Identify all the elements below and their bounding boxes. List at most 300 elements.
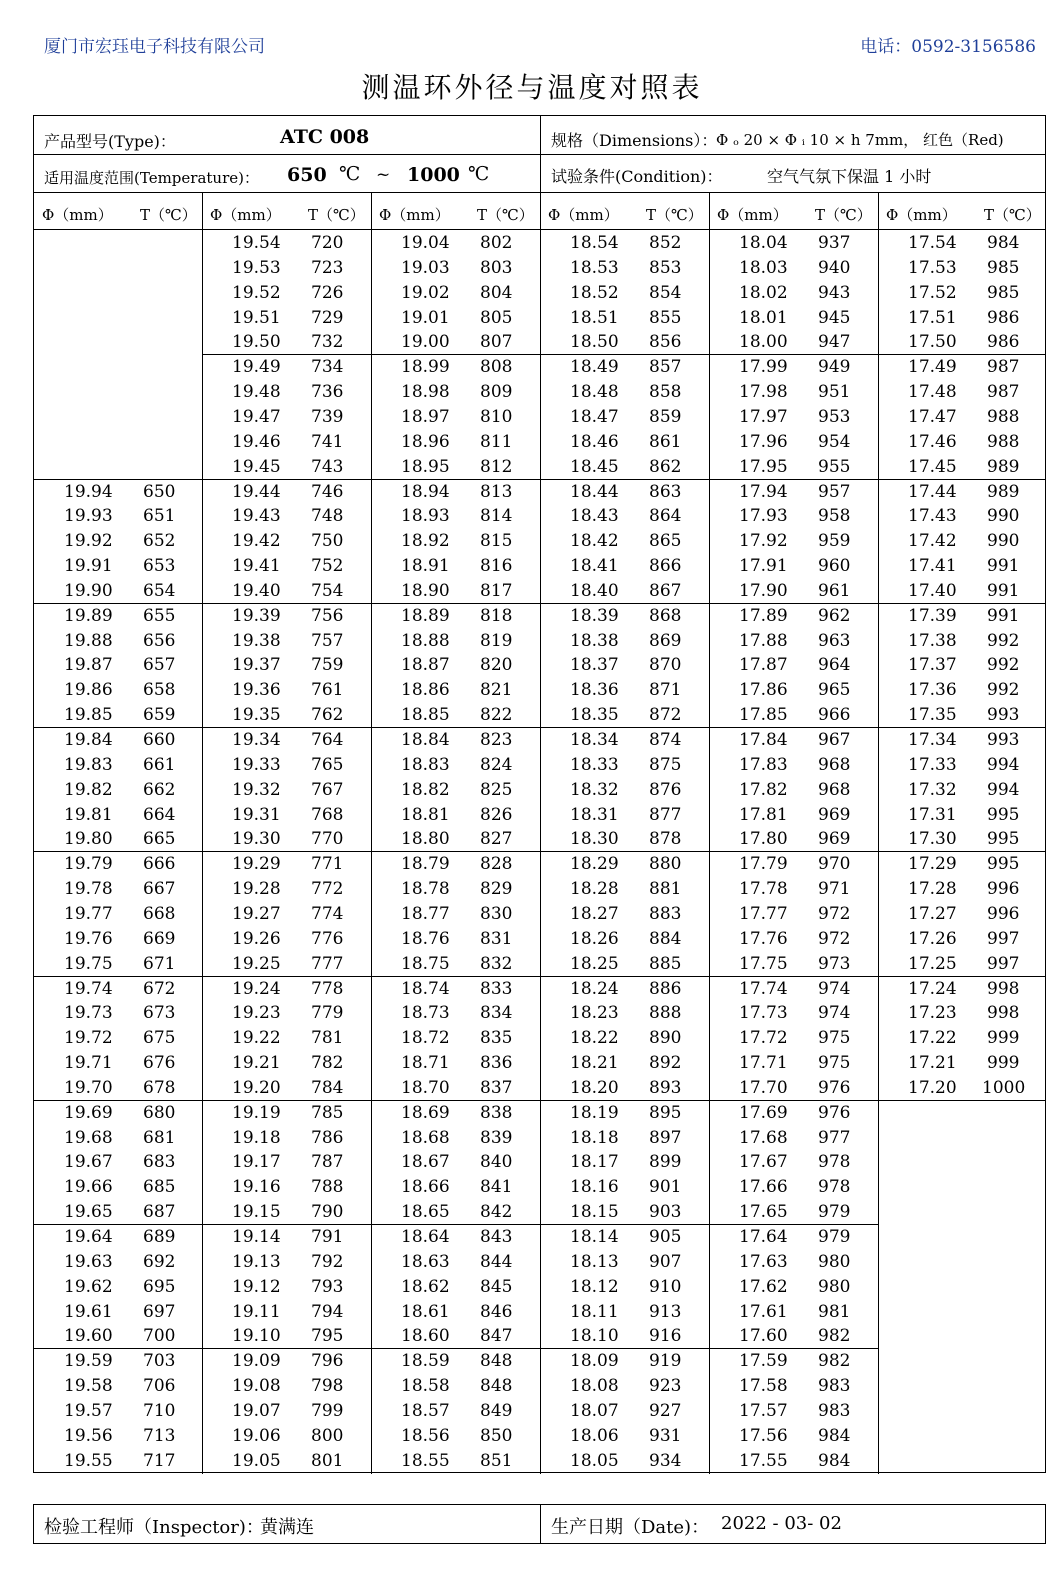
cell-diameter: 19.25 (232, 953, 281, 974)
cell-diameter: 17.30 (908, 829, 957, 850)
cell-diameter: 19.23 (232, 1003, 281, 1024)
cell-temperature: 819 (480, 630, 513, 651)
cell-temperature: 867 (649, 580, 682, 601)
cell-diameter: 17.71 (739, 1053, 788, 1074)
group-separator (540, 851, 709, 852)
cell-diameter: 18.58 (401, 1376, 450, 1397)
group-separator (202, 479, 371, 480)
cell-temperature: 995 (987, 829, 1020, 850)
cell-diameter: 17.51 (908, 307, 957, 328)
cell-temperature: 781 (311, 1028, 344, 1049)
cell-diameter: 17.20 (908, 1077, 957, 1098)
cell-diameter: 17.44 (908, 481, 957, 502)
cell-temperature: 966 (818, 705, 851, 726)
cell-diameter: 18.26 (570, 928, 619, 949)
cell-diameter: 17.77 (739, 903, 788, 924)
cell-diameter: 17.90 (739, 580, 788, 601)
cell-temperature: 664 (143, 804, 176, 825)
cell-temperature: 992 (987, 630, 1020, 651)
group-separator (709, 851, 878, 852)
group-separator (709, 354, 878, 355)
cell-temperature: 905 (649, 1227, 682, 1247)
cell-temperature: 986 (987, 332, 1020, 353)
cell-diameter: 17.33 (908, 754, 957, 775)
cell-temperature: 903 (649, 1202, 682, 1223)
cell-diameter: 17.88 (739, 630, 788, 651)
cell-diameter: 17.75 (739, 953, 788, 974)
cell-diameter: 17.89 (739, 605, 788, 626)
cell-diameter: 18.67 (401, 1152, 450, 1173)
cell-temperature: 901 (649, 1177, 682, 1198)
cell-diameter: 18.61 (401, 1301, 450, 1322)
cell-temperature: 976 (818, 1077, 851, 1098)
cell-temperature: 978 (818, 1152, 851, 1173)
cell-temperature: 923 (649, 1376, 682, 1397)
cell-diameter: 18.33 (570, 754, 619, 775)
cell-diameter: 19.57 (64, 1400, 113, 1421)
cell-temperature: 814 (480, 506, 513, 527)
cell-diameter: 19.08 (232, 1376, 281, 1397)
group-separator (371, 603, 540, 604)
cell-diameter: 18.32 (570, 779, 619, 800)
cell-temperature: 895 (649, 1102, 682, 1123)
group-separator (709, 479, 878, 480)
group-separator (34, 1348, 202, 1349)
cell-diameter: 17.25 (908, 953, 957, 974)
cell-diameter: 19.24 (232, 978, 281, 999)
cell-temperature: 849 (480, 1400, 513, 1421)
cell-temperature: 685 (143, 1177, 176, 1198)
cell-diameter: 17.37 (908, 655, 957, 676)
cell-temperature: 774 (311, 903, 344, 924)
cell-temperature: 812 (480, 456, 513, 477)
cell-temperature: 856 (649, 332, 682, 353)
cell-temperature: 788 (311, 1177, 344, 1198)
cell-diameter: 17.40 (908, 580, 957, 601)
group-separator (34, 727, 202, 728)
cell-diameter: 18.19 (570, 1102, 619, 1123)
cell-temperature: 743 (311, 456, 344, 477)
cell-diameter: 17.49 (908, 357, 957, 378)
cell-diameter: 19.68 (64, 1127, 113, 1148)
cell-diameter: 19.05 (232, 1450, 281, 1471)
cell-temperature: 972 (818, 928, 851, 949)
cell-diameter: 19.27 (232, 903, 281, 924)
group-separator (878, 976, 1046, 977)
cell-temperature: 802 (480, 233, 513, 253)
cell-diameter: 19.37 (232, 655, 281, 676)
cell-diameter: 19.19 (232, 1102, 281, 1123)
cell-temperature: 790 (311, 1202, 344, 1223)
cell-diameter: 18.45 (570, 456, 619, 477)
group-separator (540, 1348, 709, 1349)
cell-diameter: 19.71 (64, 1053, 113, 1074)
cell-diameter: 19.52 (232, 282, 281, 303)
cell-temperature: 653 (143, 556, 176, 577)
cell-temperature: 890 (649, 1028, 682, 1049)
cell-diameter: 18.60 (401, 1326, 450, 1347)
group-separator (878, 479, 1046, 480)
cell-temperature: 866 (649, 556, 682, 577)
cell-diameter: 19.51 (232, 307, 281, 328)
cell-diameter: 19.46 (232, 431, 281, 452)
group-separator (34, 851, 202, 852)
cell-temperature: 726 (311, 282, 344, 303)
cell-temperature: 836 (480, 1053, 513, 1074)
group-separator (202, 727, 371, 728)
header-temperature: T（℃） (646, 206, 703, 224)
cell-diameter: 19.29 (232, 854, 281, 875)
cell-diameter: 17.52 (908, 282, 957, 303)
cell-diameter: 18.04 (739, 233, 788, 253)
cell-temperature: 816 (480, 556, 513, 577)
cell-temperature: 820 (480, 655, 513, 676)
cell-diameter: 18.49 (570, 357, 619, 378)
cell-temperature: 689 (143, 1227, 176, 1247)
cell-diameter: 17.84 (739, 730, 788, 750)
cell-diameter: 18.47 (570, 406, 619, 427)
cell-diameter: 18.74 (401, 978, 450, 999)
cell-temperature: 672 (143, 978, 176, 999)
cell-diameter: 19.76 (64, 928, 113, 949)
cell-temperature: 861 (649, 431, 682, 452)
cell-diameter: 17.96 (739, 431, 788, 452)
cell-diameter: 17.85 (739, 705, 788, 726)
cell-diameter: 19.34 (232, 730, 281, 750)
cell-temperature: 859 (649, 406, 682, 427)
cell-temperature: 828 (480, 854, 513, 875)
group-separator (202, 1100, 371, 1101)
cell-diameter: 19.38 (232, 630, 281, 651)
cell-diameter: 19.09 (232, 1351, 281, 1372)
cell-temperature: 746 (311, 481, 344, 502)
cell-temperature: 858 (649, 382, 682, 403)
cell-temperature: 871 (649, 680, 682, 701)
cell-temperature: 762 (311, 705, 344, 726)
cell-diameter: 19.93 (64, 506, 113, 527)
phone-number: 电话：0592-3156586 (860, 37, 1036, 57)
cell-diameter: 18.07 (570, 1400, 619, 1421)
cell-temperature: 796 (311, 1351, 344, 1372)
cell-diameter: 18.01 (739, 307, 788, 328)
cell-diameter: 17.23 (908, 1003, 957, 1024)
cell-diameter: 18.20 (570, 1077, 619, 1098)
group-separator (540, 1100, 709, 1101)
cell-temperature: 776 (311, 928, 344, 949)
cell-diameter: 18.30 (570, 829, 619, 850)
cell-temperature: 875 (649, 754, 682, 775)
cell-temperature: 713 (143, 1425, 176, 1446)
cell-temperature: 813 (480, 481, 513, 502)
cell-diameter: 18.41 (570, 556, 619, 577)
cell-temperature: 984 (818, 1450, 851, 1471)
cell-temperature: 974 (818, 978, 851, 999)
cell-diameter: 19.92 (64, 531, 113, 552)
cell-temperature: 830 (480, 903, 513, 924)
cell-temperature: 998 (987, 978, 1020, 999)
cell-diameter: 19.42 (232, 531, 281, 552)
cell-temperature: 996 (987, 903, 1020, 924)
temperature-unit-max: ℃ (468, 163, 490, 185)
cell-temperature: 951 (818, 382, 851, 403)
cell-diameter: 19.73 (64, 1003, 113, 1024)
cell-diameter: 17.92 (739, 531, 788, 552)
cell-diameter: 17.69 (739, 1102, 788, 1123)
cell-diameter: 19.36 (232, 680, 281, 701)
cell-diameter: 19.88 (64, 630, 113, 651)
cell-diameter: 19.18 (232, 1127, 281, 1148)
cell-diameter: 19.16 (232, 1177, 281, 1198)
cell-diameter: 17.39 (908, 605, 957, 626)
cell-diameter: 19.49 (232, 357, 281, 378)
cell-temperature: 778 (311, 978, 344, 999)
cell-temperature: 825 (480, 779, 513, 800)
group-separator (540, 479, 709, 480)
cell-diameter: 18.66 (401, 1177, 450, 1198)
cell-diameter: 19.65 (64, 1202, 113, 1223)
cell-temperature: 656 (143, 630, 176, 651)
cell-temperature: 969 (818, 804, 851, 825)
header-phi: Φ（mm） (886, 206, 957, 224)
cell-temperature: 824 (480, 754, 513, 775)
cell-diameter: 18.44 (570, 481, 619, 502)
cell-diameter: 19.94 (64, 481, 113, 502)
cell-diameter: 18.11 (570, 1301, 619, 1322)
cell-diameter: 18.85 (401, 705, 450, 726)
cell-diameter: 19.80 (64, 829, 113, 850)
column-divider (371, 193, 372, 1474)
cell-diameter: 17.76 (739, 928, 788, 949)
cell-diameter: 19.45 (232, 456, 281, 477)
cell-diameter: 19.35 (232, 705, 281, 726)
cell-temperature: 974 (818, 1003, 851, 1024)
cell-temperature: 786 (311, 1127, 344, 1148)
cell-diameter: 17.61 (739, 1301, 788, 1322)
cell-temperature: 916 (649, 1326, 682, 1347)
cell-diameter: 18.54 (570, 233, 619, 253)
cell-diameter: 19.13 (232, 1251, 281, 1272)
cell-temperature: 919 (649, 1351, 682, 1372)
cell-temperature: 732 (311, 332, 344, 353)
group-separator (34, 1224, 202, 1225)
cell-temperature: 717 (143, 1450, 176, 1471)
cell-diameter: 19.82 (64, 779, 113, 800)
cell-diameter: 18.12 (570, 1276, 619, 1297)
cell-temperature: 960 (818, 556, 851, 577)
cell-temperature: 660 (143, 730, 176, 750)
header-temperature: T（℃） (815, 206, 872, 224)
cell-temperature: 801 (311, 1450, 344, 1471)
cell-diameter: 17.72 (739, 1028, 788, 1049)
column-divider (878, 193, 879, 1474)
cell-diameter: 18.53 (570, 257, 619, 278)
cell-diameter: 17.48 (908, 382, 957, 403)
cell-diameter: 18.13 (570, 1251, 619, 1272)
cell-temperature: 964 (818, 655, 851, 676)
inspector-name: 黄满连 (260, 1517, 314, 1538)
cell-temperature: 785 (311, 1102, 344, 1123)
cell-temperature: 988 (987, 406, 1020, 427)
cell-diameter: 17.57 (739, 1400, 788, 1421)
cell-diameter: 17.83 (739, 754, 788, 775)
cell-temperature: 831 (480, 928, 513, 949)
cell-diameter: 17.27 (908, 903, 957, 924)
cell-diameter: 18.18 (570, 1127, 619, 1148)
info-divider (540, 116, 541, 193)
cell-temperature: 954 (818, 431, 851, 452)
cell-diameter: 18.56 (401, 1425, 450, 1446)
cell-diameter: 17.95 (739, 456, 788, 477)
cell-temperature: 1000 (982, 1077, 1026, 1098)
cell-diameter: 18.24 (570, 978, 619, 999)
dimensions-label: 规格（Dimensions）： (551, 131, 718, 150)
cell-diameter: 19.41 (232, 556, 281, 577)
cell-diameter: 19.31 (232, 804, 281, 825)
cell-temperature: 949 (818, 357, 851, 378)
cell-diameter: 19.43 (232, 506, 281, 527)
cell-diameter: 18.83 (401, 754, 450, 775)
cell-diameter: 18.68 (401, 1127, 450, 1148)
cell-diameter: 18.15 (570, 1202, 619, 1223)
cell-temperature: 734 (311, 357, 344, 378)
group-separator (371, 354, 540, 355)
cell-temperature: 965 (818, 680, 851, 701)
cell-temperature: 765 (311, 754, 344, 775)
group-separator (371, 1224, 540, 1225)
cell-temperature: 678 (143, 1077, 176, 1098)
cell-diameter: 18.62 (401, 1276, 450, 1297)
cell-temperature: 784 (311, 1077, 344, 1098)
cell-diameter: 18.05 (570, 1450, 619, 1471)
header-phi: Φ（mm） (379, 206, 450, 224)
cell-temperature: 934 (649, 1450, 682, 1471)
cell-diameter: 17.43 (908, 506, 957, 527)
cell-diameter: 17.70 (739, 1077, 788, 1098)
cell-temperature: 980 (818, 1251, 851, 1272)
cell-diameter: 17.55 (739, 1450, 788, 1471)
cell-temperature: 667 (143, 879, 176, 900)
cell-temperature: 795 (311, 1326, 344, 1347)
cell-temperature: 927 (649, 1400, 682, 1421)
cell-diameter: 17.99 (739, 357, 788, 378)
cell-temperature: 980 (818, 1276, 851, 1297)
cell-temperature: 967 (818, 730, 851, 750)
cell-diameter: 19.17 (232, 1152, 281, 1173)
cell-temperature: 671 (143, 953, 176, 974)
cell-temperature: 990 (987, 531, 1020, 552)
group-separator (34, 479, 202, 480)
cell-temperature: 869 (649, 630, 682, 651)
cell-diameter: 17.59 (739, 1351, 788, 1372)
cell-diameter: 17.56 (739, 1425, 788, 1446)
cell-diameter: 19.59 (64, 1351, 113, 1372)
cell-temperature: 779 (311, 1003, 344, 1024)
group-separator (540, 976, 709, 977)
header-phi: Φ（mm） (548, 206, 619, 224)
cell-temperature: 834 (480, 1003, 513, 1024)
cell-diameter: 17.62 (739, 1276, 788, 1297)
cell-diameter: 17.79 (739, 854, 788, 875)
cell-diameter: 19.44 (232, 481, 281, 502)
cell-diameter: 17.38 (908, 630, 957, 651)
cell-temperature: 885 (649, 953, 682, 974)
cell-diameter: 19.40 (232, 580, 281, 601)
cell-diameter: 18.95 (401, 456, 450, 477)
group-separator (34, 603, 202, 604)
cell-diameter: 19.61 (64, 1301, 113, 1322)
cell-diameter: 19.67 (64, 1152, 113, 1173)
cell-temperature: 805 (480, 307, 513, 328)
cell-diameter: 19.60 (64, 1326, 113, 1347)
cell-temperature: 822 (480, 705, 513, 726)
date-label: 生产日期（Date)： (551, 1517, 710, 1538)
cell-diameter: 17.34 (908, 730, 957, 750)
cell-diameter: 19.26 (232, 928, 281, 949)
cell-temperature: 877 (649, 804, 682, 825)
cell-temperature: 729 (311, 307, 344, 328)
cell-temperature: 913 (649, 1301, 682, 1322)
cell-diameter: 18.65 (401, 1202, 450, 1223)
cell-temperature: 863 (649, 481, 682, 502)
cell-diameter: 18.75 (401, 953, 450, 974)
cell-diameter: 17.63 (739, 1251, 788, 1272)
cell-temperature: 907 (649, 1251, 682, 1272)
cell-diameter: 19.03 (401, 257, 450, 278)
cell-temperature: 681 (143, 1127, 176, 1148)
cell-temperature: 695 (143, 1276, 176, 1297)
cell-diameter: 19.91 (64, 556, 113, 577)
cell-diameter: 18.87 (401, 655, 450, 676)
cell-temperature: 977 (818, 1127, 851, 1148)
cell-diameter: 18.00 (739, 332, 788, 353)
cell-diameter: 18.71 (401, 1053, 450, 1074)
cell-diameter: 18.55 (401, 1450, 450, 1471)
cell-diameter: 17.94 (739, 481, 788, 502)
cell-diameter: 18.82 (401, 779, 450, 800)
cell-temperature: 764 (311, 730, 344, 750)
cell-temperature: 668 (143, 903, 176, 924)
cell-diameter: 19.63 (64, 1251, 113, 1272)
cell-diameter: 18.28 (570, 879, 619, 900)
group-separator (371, 1348, 540, 1349)
cell-temperature: 841 (480, 1177, 513, 1198)
cell-diameter: 19.83 (64, 754, 113, 775)
cell-temperature: 808 (480, 357, 513, 378)
cell-temperature: 659 (143, 705, 176, 726)
cell-temperature: 657 (143, 655, 176, 676)
cell-temperature: 892 (649, 1053, 682, 1074)
cell-temperature: 996 (987, 879, 1020, 900)
column-divider (709, 193, 710, 1474)
cell-diameter: 18.46 (570, 431, 619, 452)
cell-diameter: 19.21 (232, 1053, 281, 1074)
cell-diameter: 19.33 (232, 754, 281, 775)
cell-temperature: 943 (818, 282, 851, 303)
cell-diameter: 17.54 (908, 233, 957, 253)
cell-temperature: 652 (143, 531, 176, 552)
cell-diameter: 18.97 (401, 406, 450, 427)
company-name: 厦门市宏珏电子科技有限公司 (44, 37, 265, 57)
cell-temperature: 710 (143, 1400, 176, 1421)
temperature-unit-min: ℃ (339, 163, 361, 185)
cell-temperature: 794 (311, 1301, 344, 1322)
cell-temperature: 981 (818, 1301, 851, 1322)
cell-diameter: 19.79 (64, 854, 113, 875)
cell-temperature: 837 (480, 1077, 513, 1098)
cell-temperature: 899 (649, 1152, 682, 1173)
cell-diameter: 18.73 (401, 1003, 450, 1024)
cell-diameter: 19.32 (232, 779, 281, 800)
